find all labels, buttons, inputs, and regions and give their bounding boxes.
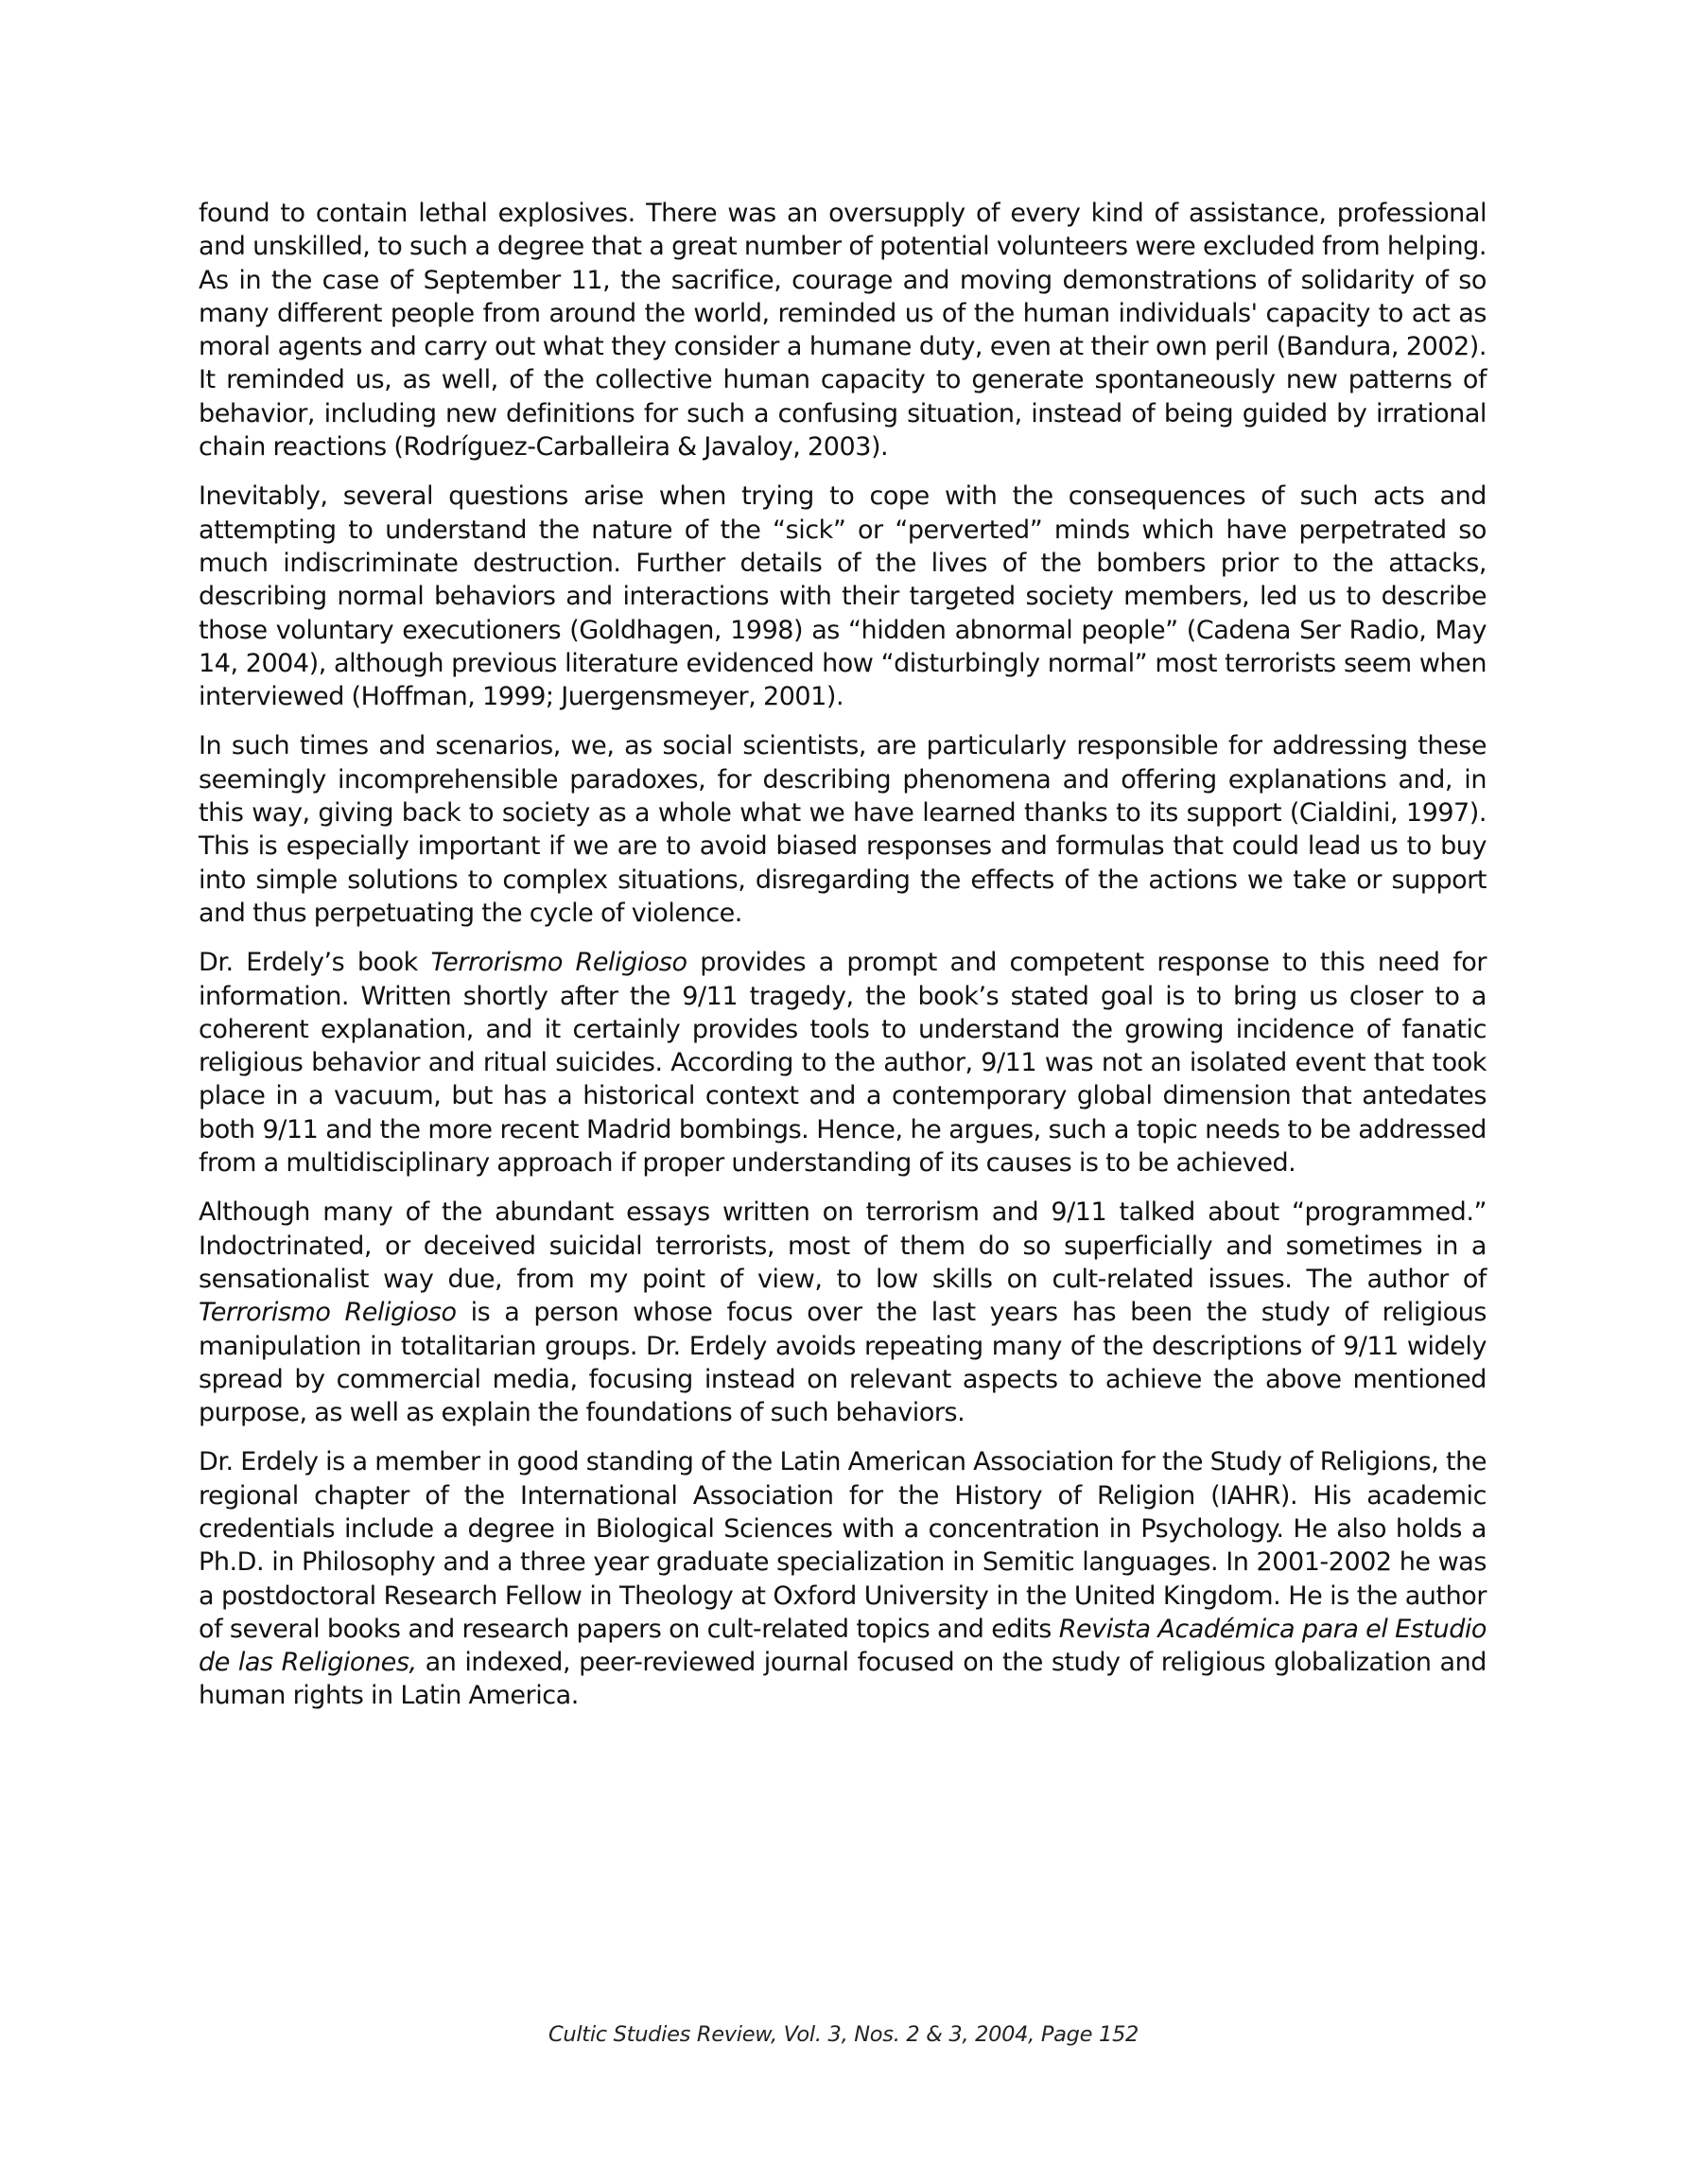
italic-title-text: Revista Académica para el Estudio de las Religiones,: [199, 1614, 1487, 1678]
paragraph-text: In such times and scenarios, we, as social scientists, are particularly responsible for addressing these seemingly incomprehensible paradoxes, for describing phenomena and offering explanations and, in this way, giving back to society as a whole what we have learned thanks to its support (Cialdini, 1997). This is especially important if we are to avoid biased responses and formulas that could lead us to buy into simple solutions to complex situations, disregarding the effects of the actions we take or support and thus perpetuating the cycle of violence.: [199, 731, 1487, 928]
paragraph-text: an indexed, peer-reviewed journal focused on the study of religious globalization and human rights in Latin America.: [199, 1648, 1487, 1711]
paragraph-questions: [199, 480, 1487, 713]
italic-title-text: Terrorismo Religioso: [199, 1298, 457, 1328]
paragraph-volunteers: [199, 197, 1487, 463]
paragraph-text: Although many of the abundant essays written on terrorism and 9/11 talked about “programmed.” Indoctrinated, or deceived suicidal terrorists, most of them do so superficially and sometimes in a sensationalist way due, from my point of view, to low skills on cult-related issues. The author of: [199, 1197, 1487, 1294]
paragraph-text: found to contain lethal explosives. There was an oversupply of every kind of assistance, professional and unskilled, to such a degree that a great number of potential volunteers were excluded from helping. As in the case of September 11, the sacrifice, courage and moving demonstrations of solidarity of so many different people from around the world, reminded us of the human individuals' capacity to act as moral agents and carry out what they consider a humane duty, even at their own peril (Bandura, 2002). It reminded us, as well, of the collective human capacity to generate spontaneously new patterns of behavior, including new definitions for such a confusing situation, instead of being guided by irrational chain reactions (Rodríguez-Carballeira & Javaloy, 2003).: [199, 199, 1487, 463]
paragraph-author-credentials: [199, 1445, 1487, 1712]
paragraph-text: Dr. Erdely’s book: [199, 948, 431, 978]
paragraph-text: Inevitably, several questions arise when trying to cope with the consequences of such acts and attempting to understand the nature of the “sick” or “perverted” minds which have perpetrated so much indiscriminate destruction. Further details of the lives of the bombers prior to the attacks, describing normal behaviors and interactions with their targeted society members, led us to describe those voluntary executioners (Goldhagen, 1998) as “hidden abnormal people” (Cadena Ser Radio, May 14, 2004), although previous literature evidenced how “disturbingly normal” most terrorists seem when interviewed (Hoffman, 1999; Juergensmeyer, 2001).: [199, 481, 1487, 712]
paragraph-social-scientists: [199, 729, 1487, 930]
paragraph-text: Dr. Erdely is a member in good standing of the Latin American Association for the Study of Religions, the regional chapter of the International Association for the History of Religion (IAHR). His academic credentials include a degree in Biological Sciences with a concentration in Psychology. He also holds a Ph.D. in Philosophy and a three year graduate specialization in Semitic languages. In 2001-2002 he was a postdoctoral Research Fellow in Theology at Oxford University in the United Kingdom. He is the author of several books and research papers on cult-related topics and edits: [199, 1447, 1487, 1644]
document-body: [199, 197, 1487, 1729]
italic-title-text: Terrorismo Religioso: [430, 948, 687, 978]
paragraph-essays: [199, 1196, 1487, 1429]
paragraph-text: provides a prompt and competent response to this need for information. Written shortly after the 9/11 tragedy, the book’s stated goal is to bring us closer to a coherent explanation, and it certainly provides tools to understand the growing incidence of fanatic religious behavior and ritual suicides. According to the author, 9/11 was not an isolated event that took place in a vacuum, but has a historical context and a contemporary global dimension that antedates both 9/11 and the more recent Madrid bombings. Hence, he argues, such a topic needs to be addressed from a multidisciplinary approach if proper understanding of its causes is to be achieved.: [199, 948, 1487, 1179]
paragraph-text: is a person whose focus over the last years has been the study of religious manipulation in totalitarian groups. Dr. Erdely avoids repeating many of the descriptions of 9/11 widely spread by commercial media, focusing instead on relevant aspects to achieve the above mentioned purpose, as well as explain the foundations of such behaviors.: [199, 1298, 1487, 1428]
page-footer: Cultic Studies Review, Vol. 3, Nos. 2 & 3, 2004, Page 152: [548, 2022, 1139, 2047]
paragraph-book-response: [199, 946, 1487, 1179]
